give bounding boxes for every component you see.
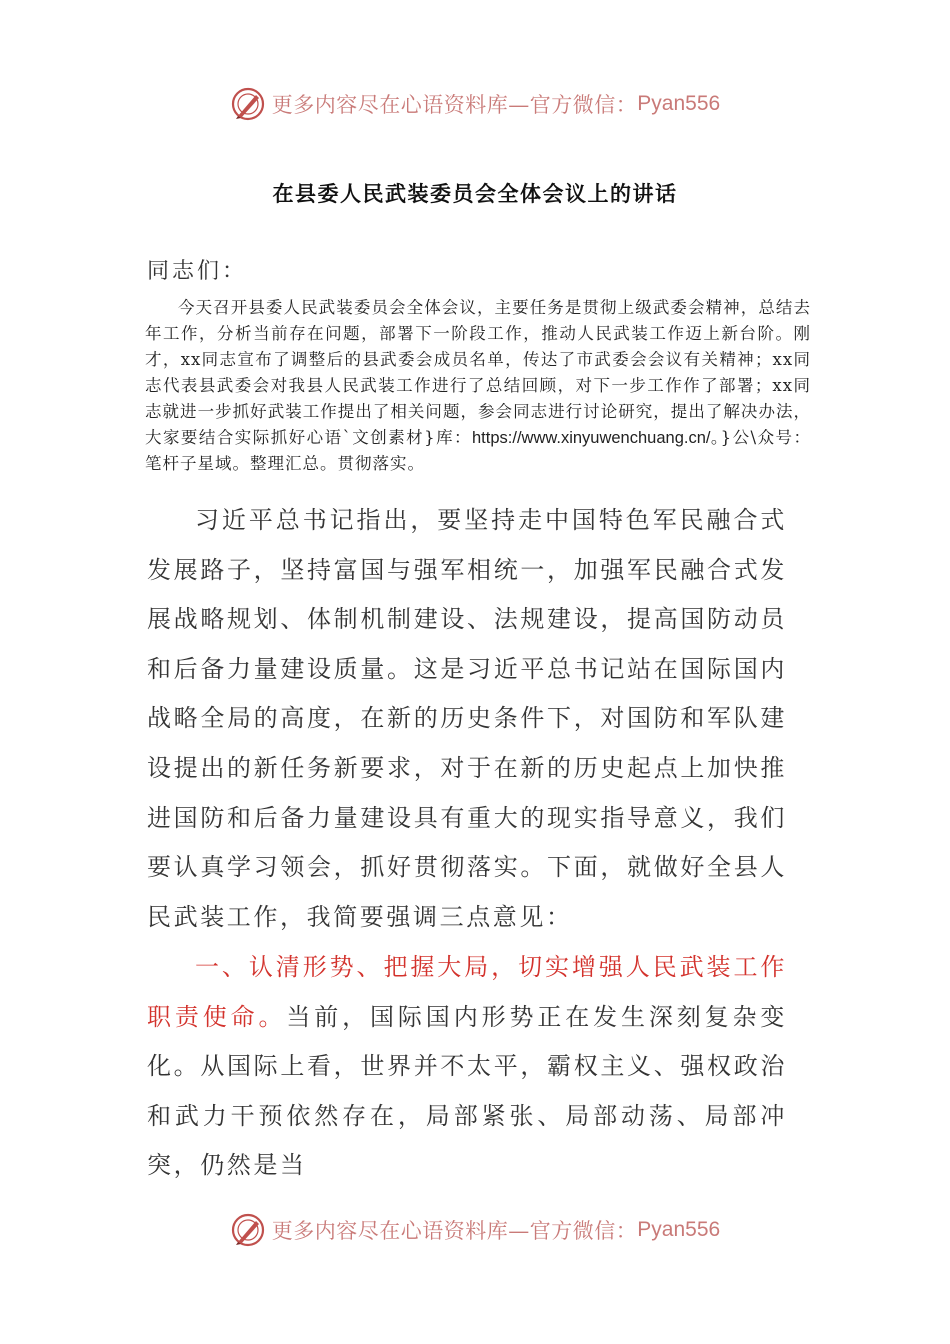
document-title: 在县委人民武装委员会全体会议上的讲话 <box>272 182 678 206</box>
section-1-heading: 一、认清形势、把握大局，切实增强人民武装工作职责使命。 <box>147 953 787 1031</box>
banner-wechat-handle: Pyan556 <box>637 92 721 115</box>
banner-text: 更多内容尽在心语资料库—官方微信： <box>271 1219 638 1243</box>
salutation: 同志们： <box>147 259 248 284</box>
intro-paragraph <box>145 295 811 477</box>
pen-logo-icon <box>230 86 266 122</box>
intro-text-part2: 。}公\众号：笔杆子星域。整理汇总。贯彻落实。 <box>145 428 811 473</box>
section-1-paragraph <box>147 943 787 1191</box>
intro-url: https://www.xinyuwenchuang.cn/ <box>472 429 711 447</box>
footer-banner <box>0 1210 950 1250</box>
section-1-text: 当前，国际国内形势正在发生深刻复杂变化。从国际上看，世界并不太平，霸权主义、强权政治和武力干预依然存在，局部紧张、局部动荡、局部冲突，仍然是当 <box>147 1002 787 1180</box>
header-banner <box>0 84 950 124</box>
body-paragraph-1: 习近平总书记指出，要坚持走中国特色军民融合式发展路子，坚持富国与强军相统一，加强军民融合式发展战略规划、体制机制建设、法规建设，提高国防动员和后备力量建设质量。这是习近平总书记站在国际国内战略全局的高度，在新的历史条件下，对国防和军队建设提出的新任务新要求，对于在新的历史起点上加快推进国防和后备力量建设具有重大的现实指导意义，我们要认真学习领会，抓好贯彻落实。下面，就做好全县人民武装工作，我简要强调三点意见： <box>147 506 787 931</box>
banner-text: 更多内容尽在心语资料库—官方微信： <box>271 93 638 117</box>
banner-wechat-handle: Pyan556 <box>637 1218 721 1241</box>
intro-text-part1: 今天召开县委人民武装委员会全体会议，主要任务是贯彻上级武委会精神，总结去年工作，分析当前存在问题，部署下一阶段工作，推动人民武装工作迈上新台阶。刚才，xx同志宣布了调整后的县武委会成员名单，传达了市武委会会议有关精神；xx同志代表县武委会对我县人民武装工作进行了总结回顾，对下一步工作作了部署；xx同志就进一步抓好武装工作提出了相关问题，参会同志进行讨论研究，提出了解决办法，大家要结合实际抓好心语`文创素材}库： <box>145 298 811 447</box>
pen-logo-icon <box>230 1212 266 1248</box>
